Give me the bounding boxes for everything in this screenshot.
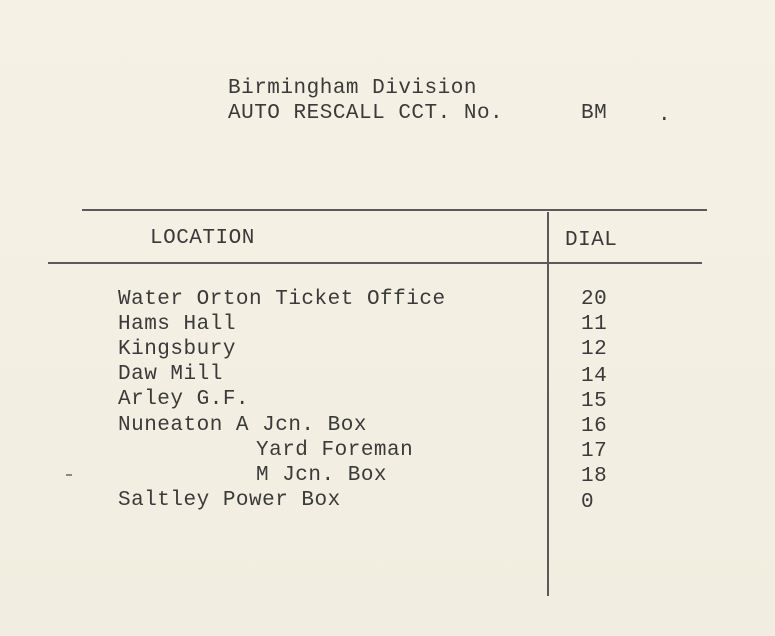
table-row-location: Saltley Power Box — [118, 489, 341, 512]
table-row-dial: 11 — [581, 313, 608, 336]
table-row-location: Nuneaton A Jcn. Box — [118, 414, 367, 437]
table-row-location: Yard Foreman — [256, 439, 414, 462]
table-row-dial: 14 — [581, 365, 608, 388]
table-row-dial: 0 — [581, 491, 595, 514]
circuit-code: BM — [581, 102, 608, 125]
table-row-dial: 16 — [581, 415, 608, 438]
column-header-dial: DIAL — [565, 229, 618, 252]
table-row-dial: 17 — [581, 440, 608, 463]
table-row-location: M Jcn. Box — [256, 464, 388, 487]
table-row-dial: 18 — [581, 465, 608, 488]
circuit-label: AUTO RESCALL CCT. No. — [228, 102, 504, 125]
table-row-location: Water Orton Ticket Office — [118, 288, 446, 311]
table-row-location: Hams Hall — [118, 313, 236, 336]
table-row-dial: 15 — [581, 390, 608, 413]
table-row-dial: 20 — [581, 288, 608, 311]
table-header-rule — [48, 262, 702, 264]
table-row-location: Arley G.F. — [118, 388, 250, 411]
division-title: Birmingham Division — [228, 77, 477, 100]
table-row-dial: 12 — [581, 338, 608, 361]
table-row-location: Kingsbury — [118, 338, 236, 361]
circuit-number-blank: . — [658, 104, 672, 127]
table-top-rule — [82, 209, 707, 211]
column-divider — [547, 212, 549, 596]
margin-mark — [66, 474, 72, 476]
table-row-location: Daw Mill — [118, 363, 223, 386]
column-header-location: LOCATION — [150, 227, 255, 250]
